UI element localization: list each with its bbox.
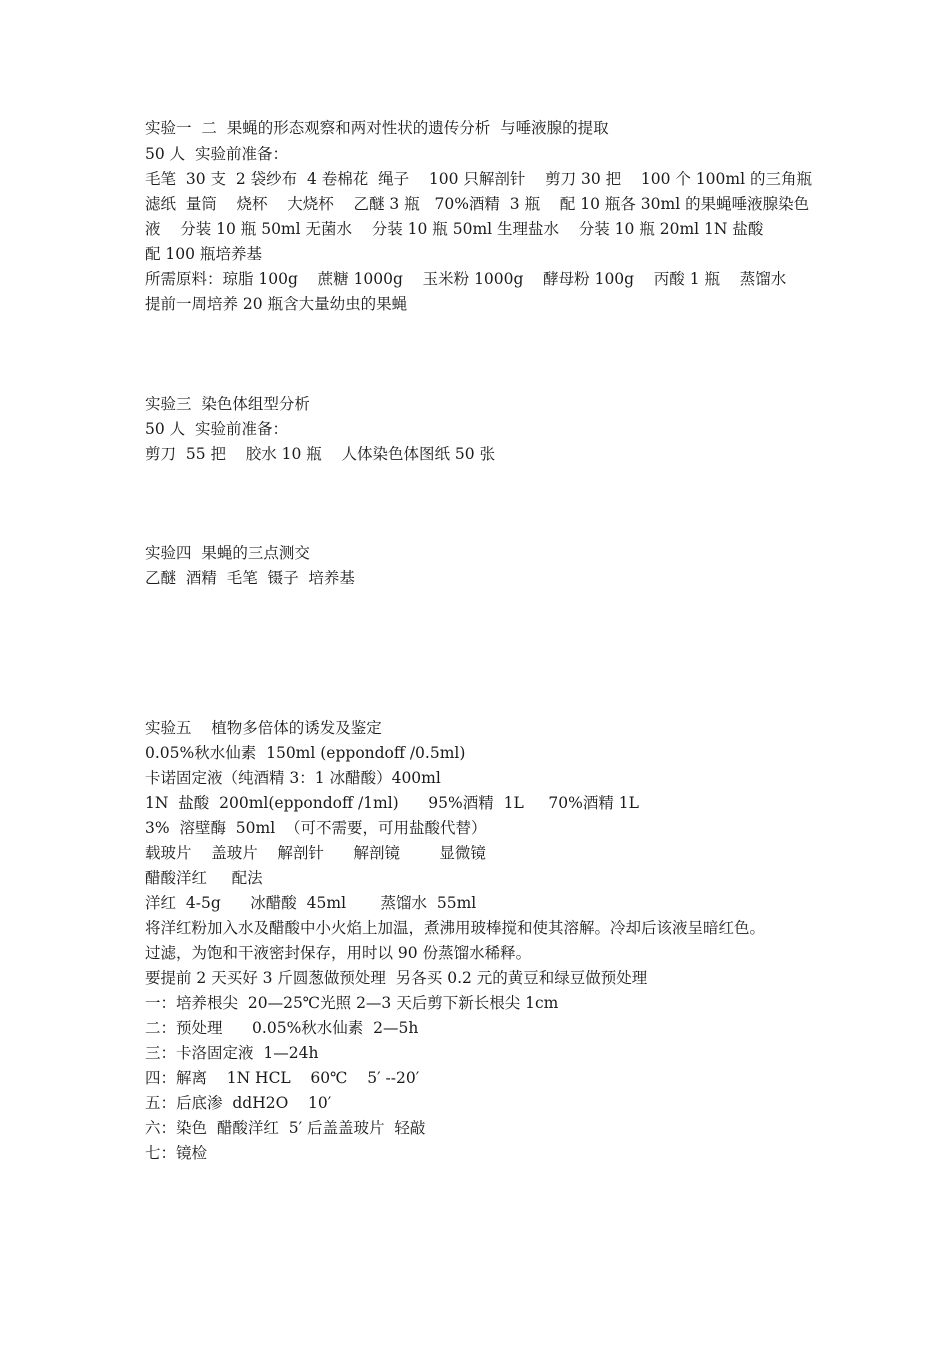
section-4-line: 醋酸洋红 配法	[145, 869, 263, 887]
section-2-line: 剪刀 55 把 胶水 10 瓶 人体染色体图纸 50 张	[145, 445, 496, 463]
section-4-line: 卡诺固定液（纯酒精 3：1 冰醋酸）400ml	[145, 769, 441, 787]
section-4-line: 0.05%秋水仙素 150ml (eppondoff /0.5ml)	[145, 744, 466, 762]
section-1-line: 所需原料：琼脂 100g 蔗糖 1000g 玉米粉 1000g 酵母粉 100g 丙酸 1 瓶 蒸馏水	[145, 270, 787, 288]
section-4-step: 七：镜检	[145, 1144, 208, 1162]
section-1-line: 滤纸 量筒 烧杯 大烧杯 乙醚 3 瓶 70%酒精 3 瓶 配 10 瓶各 30ml 的果蝇唾液腺染色	[145, 195, 810, 213]
section-4-step: 三：卡洛固定液 1—24h	[145, 1044, 319, 1062]
section-3-line: 乙醚 酒精 毛笔 镊子 培养基	[145, 569, 355, 587]
section-4-line: 1N 盐酸 200ml(eppondoff /1ml) 95%酒精 1L 70%酒精 1L	[145, 794, 639, 812]
section-4-line: 要提前 2 天买好 3 斤圆葱做预处理 另各买 0.2 元的黄豆和绿豆做预处理	[145, 969, 648, 987]
section-2-line: 50 人 实验前准备：	[145, 420, 289, 438]
section-1-line: 液 分装 10 瓶 50ml 无菌水 分装 10 瓶 50ml 生理盐水 分装 10 瓶 20ml 1N 盐酸	[145, 220, 764, 238]
section-1-title: 实验一 二 果蝇的形态观察和两对性状的遗传分析 与唾液腺的提取	[145, 119, 609, 137]
section-4-line: 将洋红粉加入水及醋酸中小火焰上加温，煮沸用玻棒搅和使其溶解。冷却后该液呈暗红色。	[145, 919, 766, 937]
section-4-line: 过滤，为饱和干液密封保存，用时以 90 份蒸馏水稀释。	[145, 944, 532, 962]
section-4-line: 载玻片 盖玻片 解剖针 解剖镜 显微镜	[145, 844, 486, 862]
section-3-title: 实验四 果蝇的三点测交	[145, 544, 310, 562]
section-4-step: 六：染色 醋酸洋红 5′ 后盖盖玻片 轻敲	[145, 1119, 426, 1137]
section-4-line: 洋红 4-5g 冰醋酸 45ml 蒸馏水 55ml	[145, 894, 477, 912]
section-2-title: 实验三 染色体组型分析	[145, 395, 310, 413]
section-4-step: 一：培养根尖 20—25℃光照 2—3 天后剪下新长根尖 1cm	[145, 994, 559, 1012]
section-4-step: 四：解离 1N HCL 60℃ 5′ --20′	[145, 1069, 420, 1087]
section-4-line: 3% 溶壁酶 50ml （可不需要，可用盐酸代替）	[145, 819, 487, 837]
section-4-step: 二：预处理 0.05%秋水仙素 2—5h	[145, 1019, 419, 1037]
section-1-line: 毛笔 30 支 2 袋纱布 4 卷棉花 绳子 100 只解剖针 剪刀 30 把 100 个 100ml 的三角瓶	[145, 170, 812, 188]
section-4-step: 五：后底渗 ddH2O 10′	[145, 1094, 332, 1112]
section-1-line: 50 人 实验前准备：	[145, 145, 289, 163]
section-1-line: 配 100 瓶培养基	[145, 245, 262, 263]
section-4-title: 实验五 植物多倍体的诱发及鉴定	[145, 719, 382, 737]
section-1-line: 提前一周培养 20 瓶含大量幼虫的果蝇	[145, 295, 408, 313]
